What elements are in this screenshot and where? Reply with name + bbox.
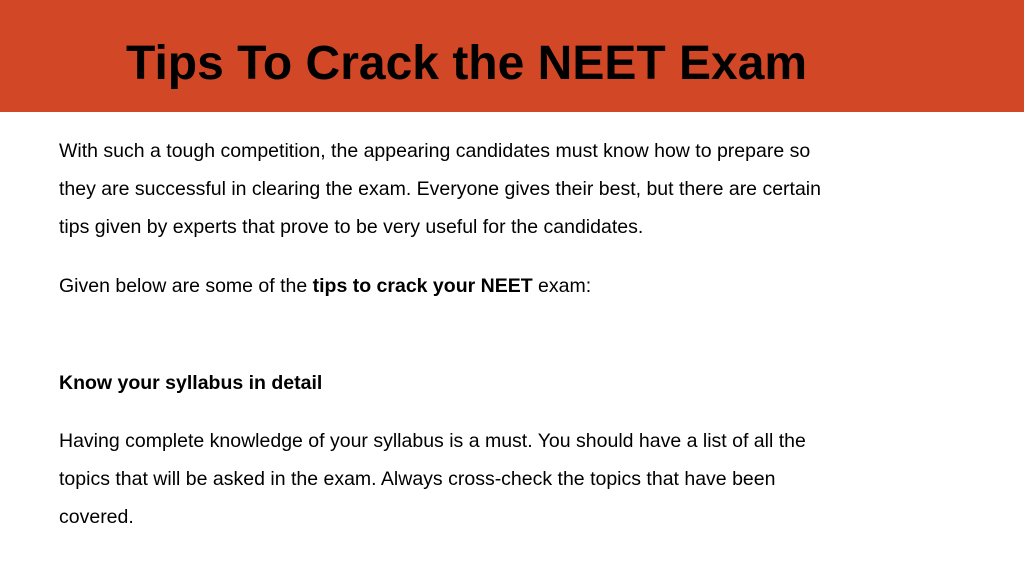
- section-heading: Know your syllabus in detail: [59, 372, 323, 394]
- section-line-2: topics that will be asked in the exam. Always cross-check the topics that have been: [59, 468, 776, 490]
- given-below-suffix: exam:: [532, 275, 592, 297]
- intro-line-1: With such a tough competition, the appearing candidates must know how to prepare so: [59, 140, 811, 162]
- intro-line-2: they are successful in clearing the exam. Everyone gives their best, but there are certain: [59, 178, 821, 200]
- slide-title: Tips To Crack the NEET Exam: [126, 37, 808, 90]
- given-below-paragraph: [59, 267, 919, 305]
- slide-body: [59, 132, 919, 536]
- section-paragraph: [59, 422, 919, 536]
- intro-line-3: tips given by experts that prove to be very useful for the candidates.: [59, 216, 644, 238]
- title-banner: [0, 0, 1024, 112]
- given-below-prefix: Given below are some of the: [59, 275, 313, 297]
- given-below-bold-text: tips to crack your NEET: [312, 275, 533, 297]
- intro-paragraph: [59, 132, 919, 246]
- section-line-3: covered.: [59, 506, 134, 528]
- section-line-1: Having complete knowledge of your syllabus is a must. You should have a list of all the: [59, 430, 806, 452]
